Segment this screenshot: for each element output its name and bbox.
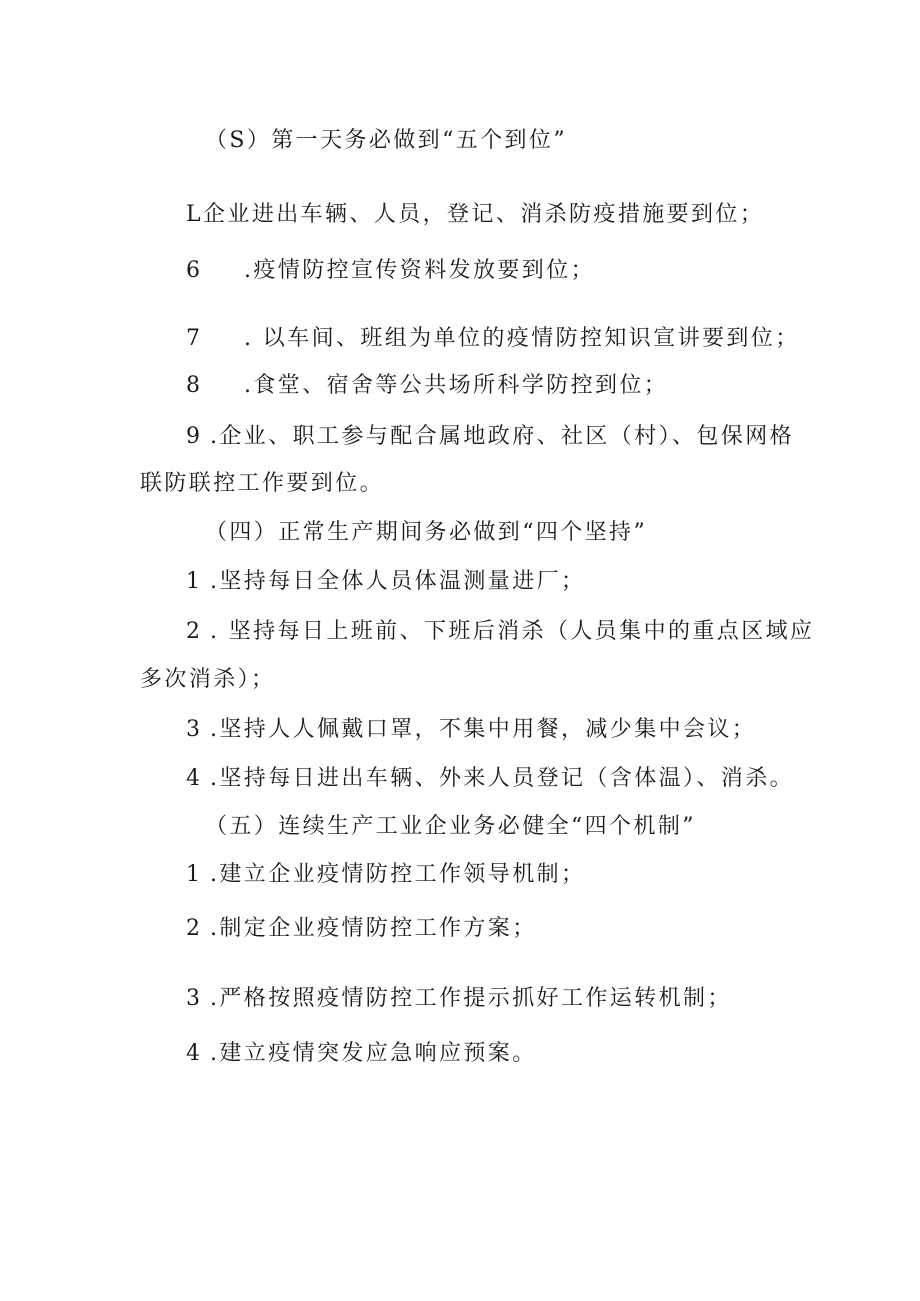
list-item (186, 617, 814, 647)
list-item-number: 4 (186, 1041, 203, 1066)
list-item-number: 3 (186, 717, 203, 742)
list-item-number: 7 (186, 326, 203, 351)
list-item-continuation: 联防联控工作要到位。 (140, 471, 385, 496)
list-item (186, 324, 800, 354)
section-heading: （五）连续生产工业企业务必健全“四个机制” (205, 814, 696, 839)
list-item-text: .严格按照疫情防控工作提示抓好工作运转机制； (210, 986, 732, 1011)
list-item-text: . 以车间、班组为单位的疫情防控知识宣讲要到位； (244, 326, 800, 351)
section-heading: （四）正常生产期间务必做到“四个坚持” (205, 520, 648, 545)
list-item-number: 1 (186, 862, 203, 887)
list-item-number: 2 (186, 619, 203, 644)
list-item-number: 1 (186, 569, 203, 594)
list-item-number: L (186, 202, 204, 227)
list-item-number: 4 (186, 766, 203, 791)
list-item (186, 984, 732, 1014)
list-item (186, 256, 595, 286)
list-item (186, 1039, 537, 1069)
list-item-number: 2 (186, 916, 203, 941)
list-item (186, 764, 794, 794)
list-item-text: .企业、职工参与配合属地政府、社区（村）、包保网格 (210, 424, 794, 449)
list-item-text: .坚持每日全体人员体温测量进厂； (210, 569, 586, 594)
list-item-number: 6 (186, 258, 203, 283)
list-item-number: 3 (186, 986, 203, 1011)
list-item-number: 8 (186, 373, 203, 398)
list-item-text: .疫情防控宣传资料发放要到位； (244, 258, 595, 283)
list-item (186, 422, 794, 452)
list-item-text: .坚持人人佩戴口罩，不集中用餐，减少集中会议； (210, 717, 757, 742)
list-item-text: .建立疫情突发应急响应预案。 (210, 1041, 537, 1066)
list-item-number: 9 (186, 424, 203, 449)
list-item (186, 567, 585, 597)
list-item (186, 371, 668, 401)
list-item (186, 914, 537, 944)
list-item (186, 200, 764, 230)
list-item-continuation: 多次消杀）； (140, 667, 276, 692)
list-item-text: 企业进出车辆、人员，登记、消杀防疫措施要到位； (203, 202, 765, 227)
list-item-text: .坚持每日进出车辆、外来人员登记（含体温）、消杀。 (210, 766, 794, 791)
list-item-text: .建立企业疫情防控工作领导机制； (210, 862, 586, 887)
list-item (186, 860, 585, 890)
section-heading: （S）第一天务必做到“五个到位” (205, 128, 567, 153)
list-item-text: . 坚持每日上班前、下班后消杀（人员集中的重点区域应 (210, 619, 815, 644)
list-item (186, 715, 756, 745)
list-item-text: .食堂、宿舍等公共场所科学防控到位； (244, 373, 669, 398)
list-item-text: .制定企业疫情防控工作方案； (210, 916, 537, 941)
